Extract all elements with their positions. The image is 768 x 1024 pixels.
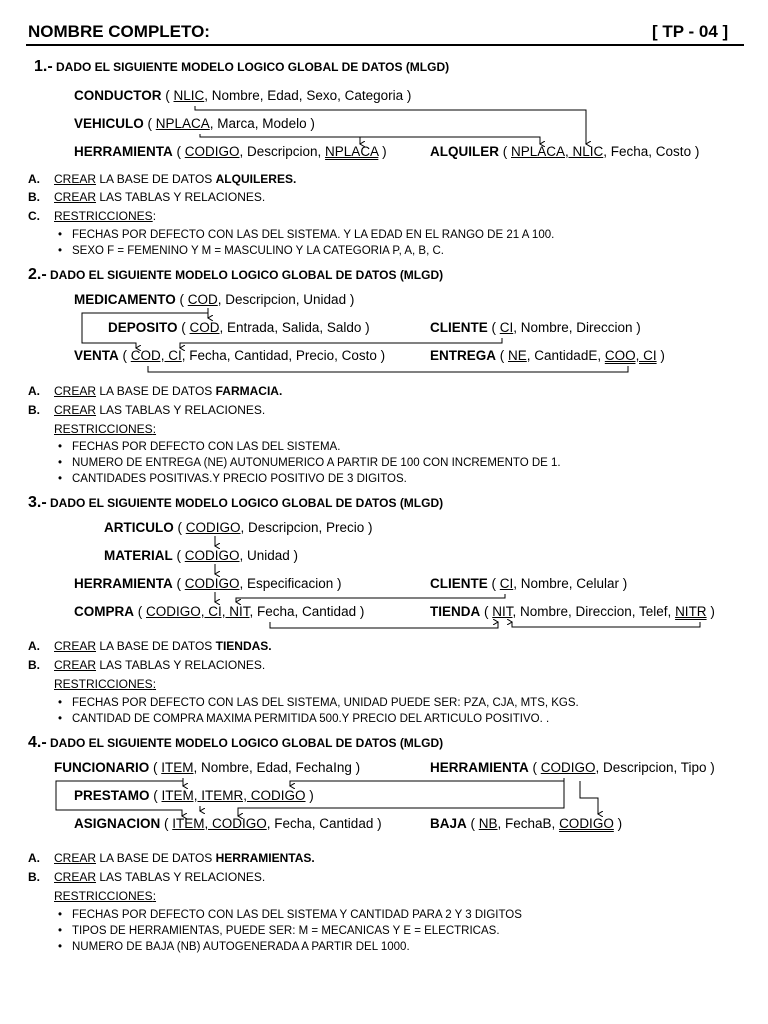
entity-herramienta: HERRAMIENTA ( CODIGO, Descripcion, Tipo ) <box>430 760 715 775</box>
list-item: • CANTIDADES POSITIVAS.Y PRECIO POSITIVO DE 3 DIGITOS. <box>58 473 407 485</box>
restrictions-label: RESTRICCIONES: <box>54 677 157 691</box>
entity-entrega: ENTREGA ( NE, CantidadE, COO, CI ) <box>430 348 665 363</box>
list-item: • CANTIDAD DE COMPRA MAXIMA PERMITIDA 500.Y PRECIO DEL ARTICULO POSITIVO. . <box>58 713 550 725</box>
task-a: A. CREAR LA BASE DE DATOS FARMACIA. <box>28 384 283 398</box>
page-title: NOMBRE COMPLETO: <box>28 22 210 41</box>
practice-code: [ TP - 04 ] <box>652 22 729 41</box>
entity-baja: BAJA ( NB, FechaB, CODIGO ) <box>430 816 623 831</box>
entity-cliente: CLIENTE ( CI, Nombre, Direccion ) <box>430 320 641 335</box>
list-item: • FECHAS POR DEFECTO CON LAS DEL SISTEMA. Y LA EDAD EN EL RANGO DE 21 A 100. <box>58 229 555 241</box>
entity-deposito: DEPOSITO ( COD, Entrada, Salida, Saldo ) <box>108 320 370 335</box>
entity-conductor: CONDUCTOR ( NLIC, Nombre, Edad, Sexo, Categoria ) <box>74 88 412 103</box>
section-heading: 2.- DADO EL SIGUIENTE MODELO LOGICO GLOBAL DE DATOS (MLGD) <box>28 266 444 283</box>
entity-compra: COMPRA ( CODIGO, CI, NIT, Fecha, Cantidad ) <box>74 604 365 619</box>
task-b: B. CREAR LAS TABLAS Y RELACIONES. <box>28 658 266 672</box>
entity-medicamento: MEDICAMENTO ( COD, Descripcion, Unidad ) <box>74 292 355 307</box>
entity-articulo: ARTICULO ( CODIGO, Descripcion, Precio ) <box>104 520 373 535</box>
entity-cliente: CLIENTE ( CI, Nombre, Celular ) <box>430 576 628 591</box>
section-heading: 4.- DADO EL SIGUIENTE MODELO LOGICO GLOBAL DE DATOS (MLGD) <box>28 734 444 751</box>
task-a: A. CREAR LA BASE DE DATOS ALQUILERES. <box>28 172 297 186</box>
task-c: C. RESTRICCIONES: <box>28 209 157 223</box>
entity-alquiler: ALQUILER ( NPLACA, NLIC, Fecha, Costo ) <box>430 144 700 159</box>
entity-herramienta: HERRAMIENTA ( CODIGO, Especificacion ) <box>74 576 342 591</box>
task-b: B. CREAR LAS TABLAS Y RELACIONES. <box>28 403 266 417</box>
restrictions-label: RESTRICCIONES: <box>54 889 157 903</box>
list-item: • FECHAS POR DEFECTO CON LAS DEL SISTEMA, UNIDAD PUEDE SER: PZA, CJA, MTS, KGS. <box>58 697 579 709</box>
list-item: • NUMERO DE BAJA (NB) AUTOGENERADA A PARTIR DEL 1000. <box>58 941 410 953</box>
task-b: B. CREAR LAS TABLAS Y RELACIONES. <box>28 870 266 884</box>
restrictions-label: RESTRICCIONES: <box>54 422 157 436</box>
entity-herramienta: HERRAMIENTA ( CODIGO, Descripcion, NPLACA ) <box>74 144 387 159</box>
entity-material: MATERIAL ( CODIGO, Unidad ) <box>104 548 299 563</box>
entity-vehiculo: VEHICULO ( NPLACA, Marca, Modelo ) <box>74 116 315 131</box>
entity-funcionario: FUNCIONARIO ( ITEM, Nombre, Edad, FechaIng ) <box>54 760 361 775</box>
list-item: • FECHAS POR DEFECTO CON LAS DEL SISTEMA Y CANTIDAD PARA 2 Y 3 DIGITOS <box>58 909 522 921</box>
list-item: • TIPOS DE HERRAMIENTAS, PUEDE SER: M = MECANICAS Y E = ELECTRICAS. <box>58 925 500 937</box>
task-b: B. CREAR LAS TABLAS Y RELACIONES. <box>28 190 266 204</box>
entity-tienda: TIENDA ( NIT, Nombre, Direccion, Telef, NITR ) <box>430 604 715 619</box>
list-item: • FECHAS POR DEFECTO CON LAS DEL SISTEMA. <box>58 441 341 453</box>
task-a: A. CREAR LA BASE DE DATOS TIENDAS. <box>28 639 272 653</box>
task-a: A. CREAR LA BASE DE DATOS HERRAMIENTAS. <box>28 851 315 865</box>
list-item: • NUMERO DE ENTREGA (NE) AUTONUMERICO A PARTIR DE 100 CON INCREMENTO DE 1. <box>58 457 561 469</box>
section-heading: 1.- DADO EL SIGUIENTE MODELO LOGICO GLOBAL DE DATOS (MLGD) <box>34 58 450 75</box>
section-heading: 3.- DADO EL SIGUIENTE MODELO LOGICO GLOBAL DE DATOS (MLGD) <box>28 494 444 511</box>
entity-prestamo: PRESTAMO ( ITEM, ITEMR, CODIGO ) <box>74 788 314 803</box>
entity-asignacion: ASIGNACION ( ITEM, CODIGO, Fecha, Cantidad ) <box>74 816 382 831</box>
entity-venta: VENTA ( COD, CI, Fecha, Cantidad, Precio, Costo ) <box>74 348 386 363</box>
list-item: • SEXO F = FEMENINO Y M = MASCULINO Y LA CATEGORIA P, A, B, C. <box>58 245 444 257</box>
